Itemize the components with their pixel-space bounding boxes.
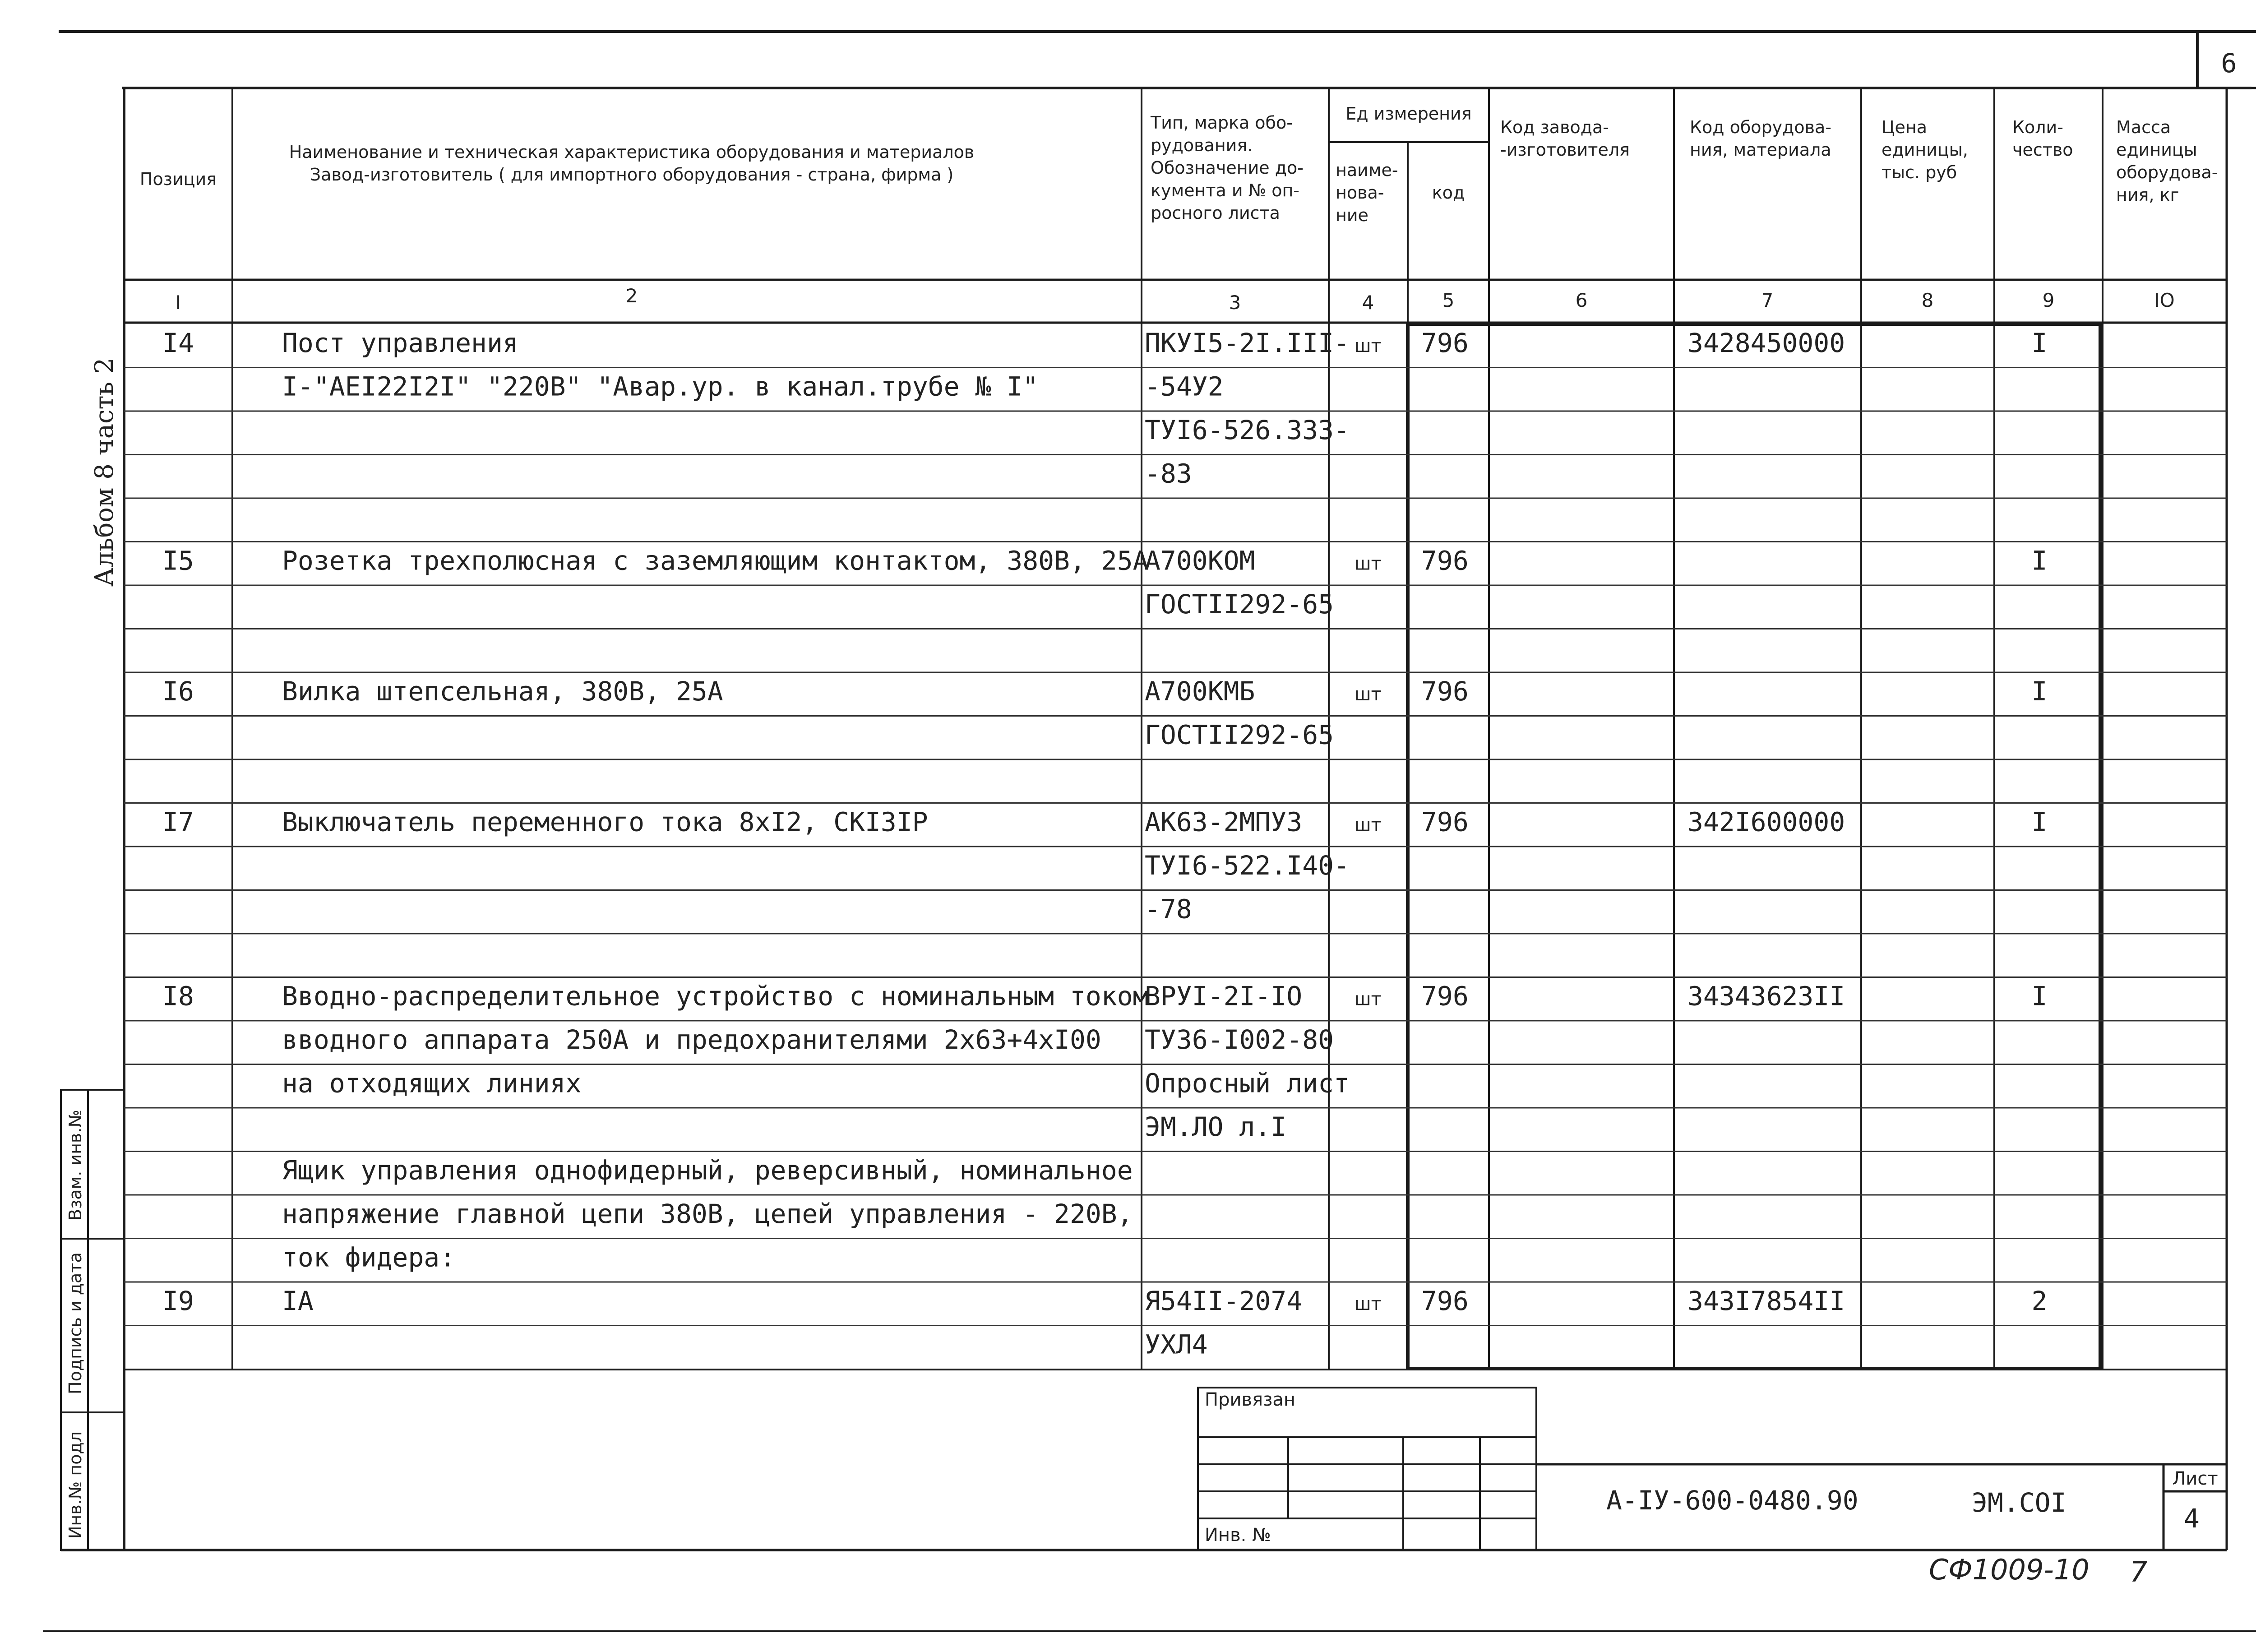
cell-type: ТУ36-I002-80 <box>1145 1024 1334 1055</box>
cell-unit: шт <box>1355 989 1382 1010</box>
cell-name: Выключатель переменного тока 8xI2, CKI3IP <box>282 806 928 838</box>
header-name-line1: Наименование и техническая характеристика оборудования и материалов <box>289 142 975 162</box>
header-quantity-line2: чество <box>2012 140 2073 160</box>
cell-unit-code: 796 <box>1421 545 1469 576</box>
album-label: Альбом 8 часть 2 <box>90 357 119 587</box>
sheet-label: Лист <box>2172 1468 2218 1489</box>
table-row <box>162 981 2047 1012</box>
table-row <box>1145 589 1334 620</box>
table-header <box>140 104 2218 225</box>
table-row <box>162 676 2047 707</box>
cell-type: ГОСТII292-65 <box>1145 589 1334 620</box>
cell-type: УХЛ4 <box>1145 1329 1208 1360</box>
cell-type: ВРУI-2I-IO <box>1145 981 1303 1012</box>
header-price-line1: Цена <box>1882 117 1928 137</box>
table-row <box>282 1242 455 1273</box>
cell-type: ГОСТII292-65 <box>1145 719 1334 750</box>
header-type-line4: кумента и № оп- <box>1151 180 1300 200</box>
table-row <box>162 807 2047 838</box>
column-number: I <box>175 292 181 314</box>
cell-type: -78 <box>1145 893 1192 925</box>
table-row <box>282 1155 1133 1186</box>
cell-unit: шт <box>1355 336 1382 356</box>
header-factory-code-line1: Код завода- <box>1500 117 1609 137</box>
cell-unit: шт <box>1355 814 1382 836</box>
header-equipment-code-line2: ния, материала <box>1690 140 1831 160</box>
header-quantity-line1: Коли- <box>2012 117 2063 137</box>
cell-type: -54У2 <box>1145 371 1224 402</box>
column-number: 6 <box>1575 289 1588 311</box>
margin-podpis-data: Подпись и дата <box>65 1252 85 1394</box>
cell-name: на отходящих линиях <box>282 1068 582 1099</box>
header-mass-line2: единицы <box>2116 140 2197 160</box>
cell-quantity: I <box>2031 328 2048 358</box>
cell-type: ЭМ.ЛО л.I <box>1145 1111 1287 1142</box>
header-unit-name-line1: наиме- <box>1336 160 1398 180</box>
cell-position: I5 <box>162 545 194 576</box>
handwritten-code: СФ1009-10 <box>1929 1553 2090 1586</box>
margin-vzam-inv: Взам. инв.№ <box>65 1110 85 1221</box>
cell-position: I8 <box>162 981 194 1012</box>
header-mass-line1: Масса <box>2116 117 2171 137</box>
cell-type: A700KOM <box>1145 545 1255 576</box>
header-unit-group: Ед измерения <box>1345 104 1472 124</box>
column-number: 9 <box>2042 289 2055 311</box>
document-code: А-IУ-600-0480.90 <box>1606 1485 1858 1516</box>
cell-type: ТУI6-526.333- <box>1145 415 1350 445</box>
table-row <box>1145 894 1192 925</box>
cell-name: Розетка трехполюсная с заземляющим контактом, 380В, 25А <box>282 545 1149 576</box>
cell-name: I-"AEI22I2I" "220B" "Авар.ур. в канал.трубе № I" <box>282 371 1039 402</box>
cell-type: Опросный лист <box>1145 1068 1350 1099</box>
column-numbers <box>176 285 2175 314</box>
header-unit-code: код <box>1432 183 1465 203</box>
header-factory-code-line2: -изготовителя <box>1500 140 1630 160</box>
cell-position: I6 <box>162 676 194 707</box>
cell-unit-code: 796 <box>1421 1286 1469 1316</box>
handwritten-number: 7 <box>2130 1555 2148 1588</box>
cell-unit: шт <box>1355 1294 1382 1314</box>
cell-position: I4 <box>162 328 194 358</box>
cell-unit-code: 796 <box>1421 806 1469 838</box>
cell-position: I9 <box>162 1286 194 1316</box>
table-row <box>282 1199 1133 1229</box>
cell-equipment-code: 34343623II <box>1687 981 1845 1012</box>
cell-type: Я54II-2074 <box>1145 1286 1303 1316</box>
page-number: 6 <box>2221 48 2237 79</box>
table-row <box>1145 415 1350 445</box>
inv-no-label: Инв. № <box>1205 1525 1271 1546</box>
cell-unit-code: 796 <box>1421 676 1469 707</box>
table-row <box>1145 458 1192 489</box>
cell-name: Вилка штепсельная, 380В, 25А <box>282 676 723 707</box>
table-row <box>162 1286 2047 1316</box>
table-row <box>282 1068 1350 1099</box>
table-row <box>1145 720 1334 750</box>
column-number: IO <box>2154 289 2175 311</box>
sheet-number: 4 <box>2184 1503 2200 1534</box>
cell-quantity: I <box>2031 545 2048 576</box>
cell-name: Ящик управления однофидерный, реверсивный, номинальное <box>282 1155 1133 1186</box>
table-row <box>1145 1329 1208 1360</box>
header-mass-line3: оборудова- <box>2116 162 2218 182</box>
cell-name: IA <box>282 1286 314 1316</box>
cell-unit-code: 796 <box>1421 328 1469 358</box>
column-number: 4 <box>1362 292 1374 314</box>
cell-quantity: I <box>2031 676 2048 707</box>
cell-name: вводного аппарата 250А и предохранителями 2x63+4xI00 <box>282 1024 1101 1055</box>
cell-type: ПКУI5-2I.III- <box>1145 328 1350 358</box>
cell-name: напряжение главной цепи 380В, цепей управления - 220В, <box>282 1199 1133 1229</box>
column-number: 8 <box>1921 289 1934 311</box>
header-unit-name-line3: ние <box>1336 205 1368 225</box>
cell-type: A700KMБ <box>1145 676 1255 707</box>
cell-quantity: I <box>2031 806 2048 838</box>
table-row <box>1145 1111 1286 1142</box>
column-number: 5 <box>1442 289 1455 311</box>
cell-name: Пост управления <box>282 328 518 358</box>
cell-name: ток фидера: <box>282 1242 456 1273</box>
cell-type: ТУI6-522.I40- <box>1145 850 1350 881</box>
header-unit-name-line2: нова- <box>1336 183 1384 203</box>
table-row <box>1145 850 1350 881</box>
cell-position: I7 <box>162 806 194 838</box>
cell-quantity: I <box>2031 981 2048 1012</box>
cell-type: -83 <box>1145 458 1192 489</box>
cell-equipment-code: 3428450000 <box>1687 328 1845 358</box>
cell-equipment-code: 342I600000 <box>1687 806 1845 838</box>
privyazan-label: Привязан <box>1205 1389 1296 1410</box>
column-number: 2 <box>625 285 638 307</box>
header-price-line3: тыс. руб <box>1882 162 1957 182</box>
header-position: Позиция <box>139 169 217 189</box>
header-type-line5: росного листа <box>1151 203 1280 223</box>
cell-unit: шт <box>1355 553 1382 574</box>
cell-unit: шт <box>1355 684 1382 705</box>
cell-unit-code: 796 <box>1421 981 1469 1012</box>
header-name-line2: Завод-изготовитель ( для импортного оборудования - страна, фирма ) <box>310 165 954 185</box>
header-equipment-code-line1: Код оборудова- <box>1690 117 1832 137</box>
header-type-line3: Обозначение до- <box>1151 158 1304 178</box>
table-row <box>282 1024 1334 1055</box>
cell-name: Вводно-распределительное устройство с номинальным током <box>282 981 1149 1012</box>
table-row <box>162 328 2047 358</box>
header-type-line1: Тип, марка обо- <box>1151 113 1293 133</box>
header-type-line2: рудования. <box>1151 135 1253 155</box>
document-mark: ЭМ.COI <box>1972 1487 2066 1518</box>
column-number: 7 <box>1761 289 1774 311</box>
margin-inv-podl: Инв.№ подл <box>65 1431 85 1539</box>
cell-quantity: 2 <box>2031 1286 2048 1316</box>
table-body <box>162 328 2047 1360</box>
cell-type: AK63-2МПУ3 <box>1145 806 1303 838</box>
column-number: 3 <box>1229 292 1241 314</box>
table-row <box>282 371 1224 402</box>
table-row <box>162 546 2047 576</box>
cell-equipment-code: 343I7854II <box>1687 1286 1845 1316</box>
header-mass-line4: ния, кг <box>2116 185 2179 205</box>
header-price-line2: единицы, <box>1882 140 1968 160</box>
